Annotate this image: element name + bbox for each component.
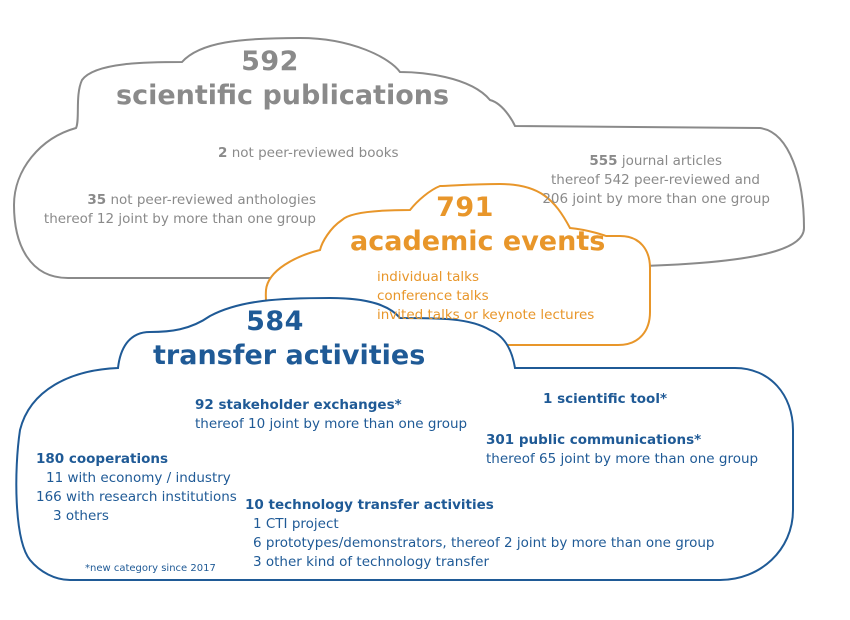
books-num: 2 [218,145,228,161]
journal-num: 555 [589,153,618,169]
events-item-conference: conference talks [377,288,489,304]
anthologies-text: not peer-reviewed anthologies [110,192,316,208]
cooperations-l2: 166 with research institutions [36,489,237,505]
cooperations-head: 180 cooperations [36,451,169,467]
techtransfer-item [245,496,714,572]
techtransfer-l2: 6 prototypes/demonstrators, thereof 2 joint by more than one group [253,535,715,551]
events-count: 791 [436,192,494,223]
stakeholder-sub: thereof 10 joint by more than one group [195,416,468,432]
journal-sub1: thereof 542 peer-reviewed and [550,172,760,188]
stakeholder-item [195,396,467,434]
anthologies-sub: thereof 12 joint by more than one group [43,211,316,227]
anthologies-num: 35 [87,192,107,208]
transfer-count: 584 [246,306,304,337]
anthologies-item [40,191,316,229]
books-text: not peer-reviewed books [231,145,399,161]
public-head: 301 public communications* [486,432,702,448]
publications-count: 592 [241,46,299,77]
techtransfer-head: 10 technology transfer activities [245,497,494,513]
publications-title: scientific publications [116,80,450,111]
transfer-title: transfer activities [153,340,426,371]
tool-item: 1 scientific tool* [543,391,668,407]
events-list [377,268,594,325]
events-title: academic events [350,226,606,257]
public-item [486,431,758,469]
journal-sub2: 206 joint by more than one group [542,191,770,207]
techtransfer-l1: 1 CTI project [253,516,339,532]
journal-text: journal articles [621,153,722,169]
footnote: *new category since 2017 [85,563,216,574]
events-item-invited: invited talks or keynote lectures [377,307,595,323]
cooperations-l3: 3 others [53,508,109,524]
public-sub: thereof 65 joint by more than one group [486,451,759,467]
techtransfer-l3: 3 other kind of technology transfer [253,554,489,570]
stakeholder-head: 92 stakeholder exchanges* [195,397,402,413]
events-item-individual: individual talks [377,269,479,285]
cooperations-l1: 11 with economy / industry [46,470,231,486]
books-item [218,144,399,163]
cooperations-item [36,450,237,526]
journal-item [530,152,770,209]
